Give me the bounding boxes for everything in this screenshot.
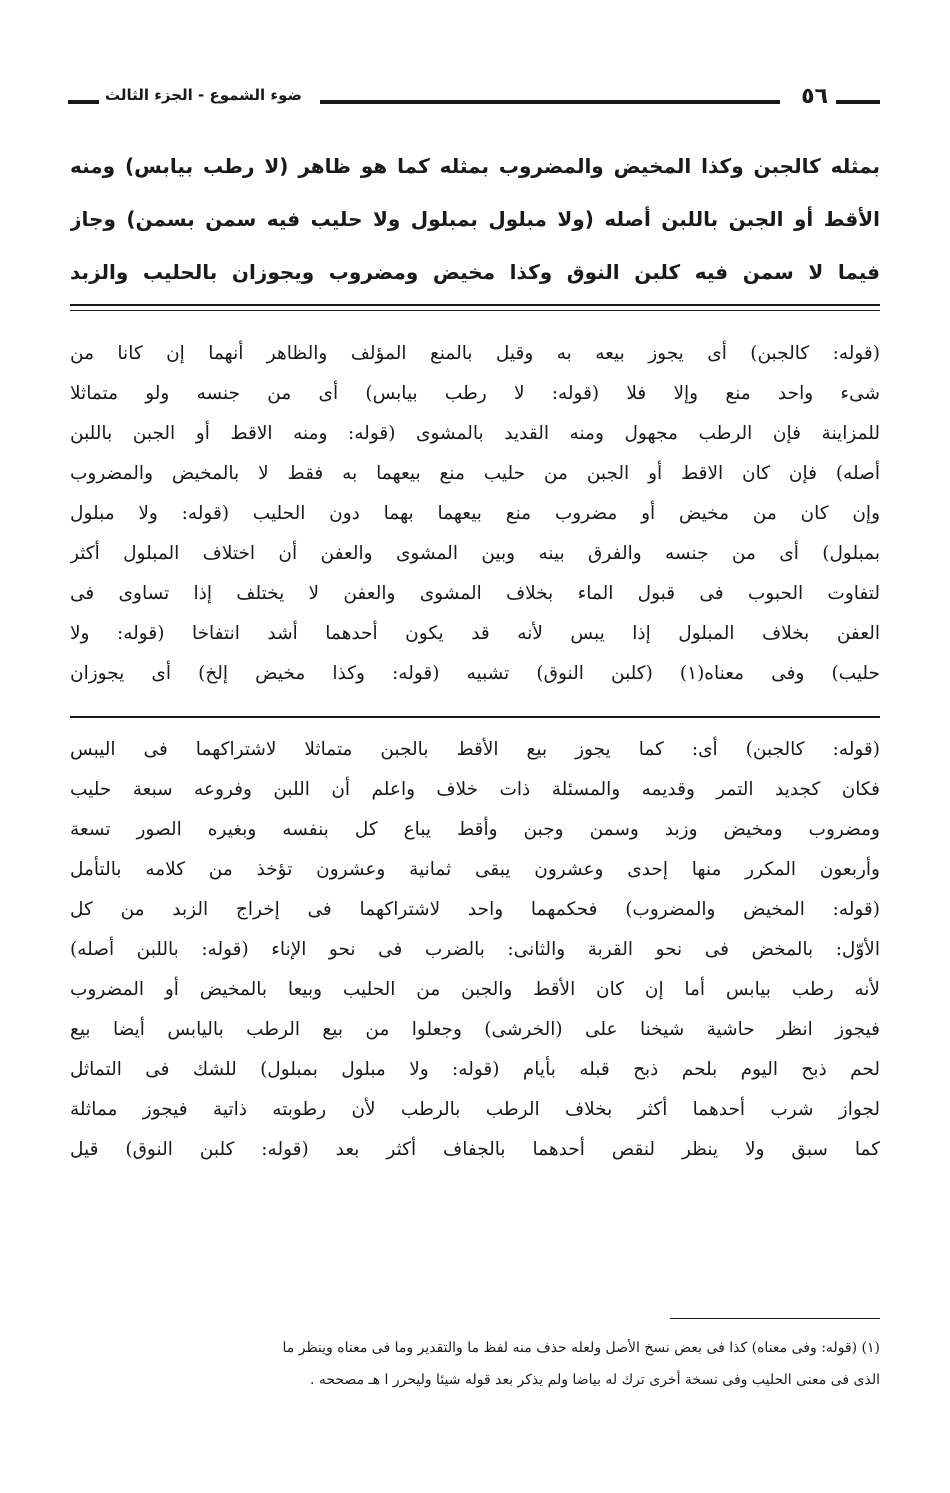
commentary-second [70,730,880,1170]
commentary-line: لتفاوت الحبوب فى قبول الماء بخلاف المشوى والعفن لا يختلف إذا تساوى فى [70,583,880,604]
commentary-line: حليب) وفى معناه(١) (كلبن النوق) تشبيه (قوله: وكذا مخيض إلخ) أى يجوزان [70,663,880,684]
main-text [70,140,880,299]
footnote-line: (١) (قوله: وفى معناه) كذا فى بعض نسخ الأصل ولعله حذف منه لفظ ما والتقدير وما فى معناه وينظر ما [282,1340,880,1356]
main-text-line: الأقط أو الجبن باللبن أصله (ولا مبلول بمبلول ولا حليب فيه سمن بسمن) وجاز [70,207,880,231]
commentary-line: (قوله: كالجبن) أى يجوز بيعه به وقيل بالمنع المؤلف والظاهر أنهما إن كانا من [70,343,880,364]
commentary-line: فيجوز انظر حاشية شيخنا على (الخرشى) وجعلوا من بيع الرطب باليابس أيضا بيع [70,1019,880,1040]
commentary-line: شىء واحد منع وإلا فلا (قوله: لا رطب بيابس) أى من جنسه ولو متماثلا [70,383,880,404]
commentary-line: أصله) فإن كان الاقط أو الجبن من حليب منع بيعهما به فقط لا بالمخيض والمضروب [70,463,880,484]
commentary-line: لأنه رطب بيابس أما إن كان الأقط والجبن من الحليب وبيعا بالمخيض أو المضروب [70,979,880,1000]
header-rule-middle [320,100,780,104]
commentary-line: فكان كجديد التمر وقديمه والمسئلة ذات خلاف واعلم أن اللبن وفروعه سبعة حليب [70,779,880,800]
commentary-line: ومضروب ومخيض وزبد وسمن وجبن وأقط يباع كل بنفسه وبغيره الصور تسعة [70,819,880,840]
commentary-line: (قوله: المخيض والمضروب) فحكمهما واحد لاشتراكهما فى إخراج الزبد من كل [70,899,880,920]
commentary-line: العفن بخلاف المبلول إذا يبس لأنه قد يكون أحدهما أشد انتفاخا (قوله: ولا [70,623,880,644]
commentary-first [70,334,880,694]
footnote-separator [670,1318,880,1319]
page-number: ٥٦ [797,84,832,109]
page-header [68,86,880,116]
commentary-separator [70,716,880,718]
running-title: ضوء الشموع - الجزء الثالث [99,86,308,104]
header-rule-right [836,100,880,104]
footnote-line: الذى فى معنى الحليب وفى نسخة أخرى ترك له بياضا ولم يذكر بعد قوله شيئا وليحرر ا هـ مصححه . [309,1372,880,1388]
main-text-line: فيما لا سمن فيه كلبن النوق وكذا مخيض ومضروب ويجوزان بالحليب والزبد [70,260,880,284]
commentary-line: وأربعون المكرر منها إحدى وعشرون يبقى ثمانية وعشرون تؤخذ من كلامه بالتأمل [70,859,880,880]
footnote [70,1332,880,1396]
commentary-line: لجواز شرب أحدهما أكثر بخلاف الرطب بالرطب لأن رطوبته ذاتية فيجوز مماثلة [70,1099,880,1120]
commentary-line: للمزاينة فإن الرطب مجهول ومنه القديد بالمشوى (قوله: ومنه الاقط أو الجبن باللبن [70,423,880,444]
commentary-line: وإن كان من مخيض أو مضروب منع بيعهما بهما دون الحليب (قوله: ولا مبلول [70,503,880,524]
commentary-line: بمبلول) أى من جنسه والفرق بينه وبين المشوى والعفن أن اختلاف المبلول أكثر [70,543,880,564]
commentary-line: لحم ذبح اليوم بلحم ذبح قبله بأيام (قوله: ولا مبلول بمبلول) للشك فى التماثل [70,1059,880,1080]
commentary-line: الأوّل: بالمخض فى نحو القربة والثانى: بالضرب فى نحو الإناء (قوله: باللبن أصله) [70,939,880,960]
main-text-line: بمثله كالجبن وكذا المخيض والمضروب بمثله كما هو ظاهر (لا رطب بيابس) ومنه [70,154,880,178]
commentary-line: كما سبق ولا ينظر لنقص أحدهما بالجفاف أكثر بعد (قوله: كلبن النوق) قيل [70,1139,880,1160]
commentary-line: (قوله: كالجبن) أى: كما يجوز بيع الأقط بالجبن متماثلا لاشتراكهما فى اليبس [70,739,880,760]
